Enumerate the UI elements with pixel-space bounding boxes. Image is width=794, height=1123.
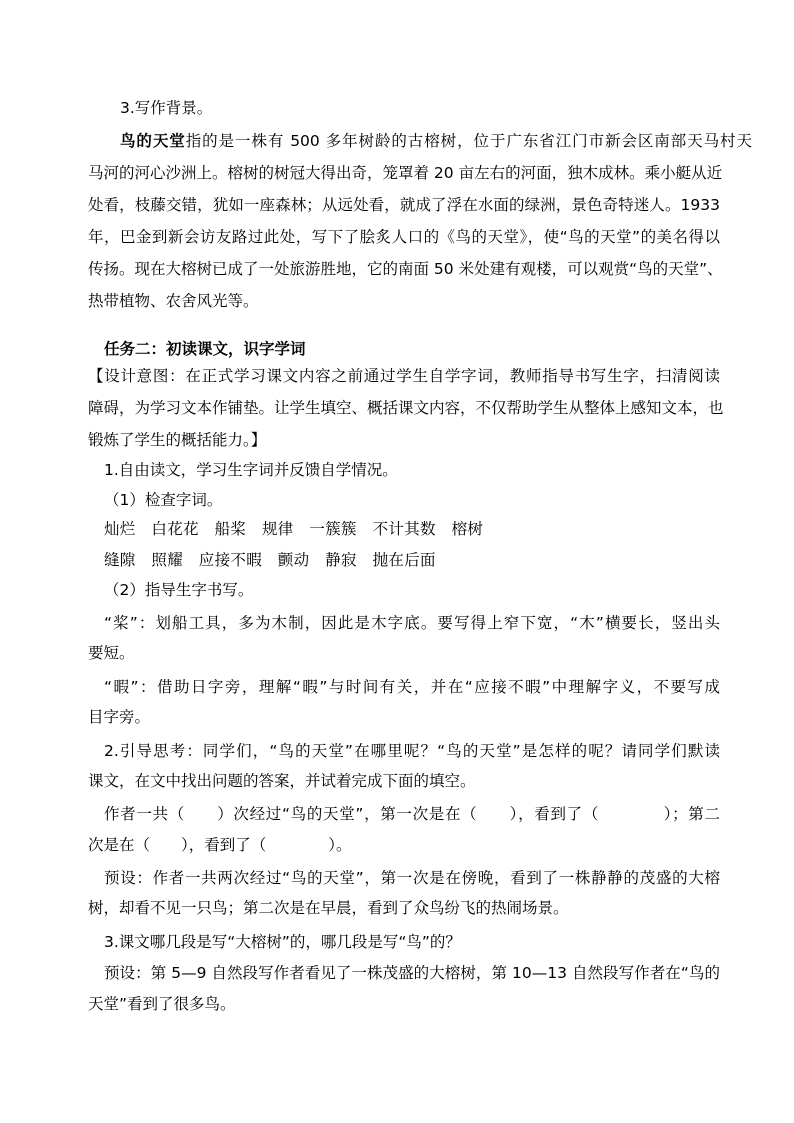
char-xia-line-2: 目字旁。 <box>88 708 151 726</box>
background-para-line-2: 马河的河心沙洲上。榕树的树冠大得出奇，笼罩着 20 亩左右的河面，独木成林。乘小艇从近 <box>88 164 723 182</box>
fill-blank-line-2: 次是在（ ），看到了（ ）。 <box>88 836 352 854</box>
design-intent-line-1: 【设计意图：在正式学习课文内容之前通过学生自学字词，教师指导书写生字，扫清阅读 <box>88 367 720 385</box>
task2-title: 任务二：初读课文，识字学词 <box>104 340 306 358</box>
word-list-row-2: 缝隙 照耀 应接不暇 颤动 静寂 抛在后面 <box>104 551 436 569</box>
background-para-line-6: 热带植物、农舍风光等。 <box>88 292 259 310</box>
background-para-text-1: 指的是一株有 500 多年树龄的古榕树，位于广东省江门市新会区南部天马村天 <box>185 132 752 150</box>
background-para-line-1 <box>120 131 752 151</box>
char-jiang-line-2: 要短。 <box>88 644 135 662</box>
step2-line-1: 2.引导思考：同学们，“鸟的天堂”在哪里呢？“鸟的天堂”是怎样的呢？请同学们默读 <box>104 742 720 760</box>
answer2-line-1: 预设：作者一共两次经过“鸟的天堂”，第一次是在傍晚，看到了一株静静的茂盛的大榕 <box>104 869 720 887</box>
step2-line-2: 课文，在文中找出问题的答案，并试着完成下面的填空。 <box>88 772 476 790</box>
section-heading-background: 3.写作背景。 <box>120 99 213 117</box>
word-list-row-1: 灿烂 白花花 船桨 规律 一簇簇 不计其数 榕树 <box>104 520 484 538</box>
step3-heading: 3.课文哪几段是写“大榕树”的，哪几段是写“鸟”的？ <box>104 933 461 951</box>
answer2-line-2: 树，却看不见一只鸟；第二次是在早晨，看到了众鸟纷飞的热闹场景。 <box>88 899 569 917</box>
design-intent-line-2: 障碍，为学习文本作铺垫。让学生填空、概括课文内容，不仅帮助学生从整体上感知文本，也 <box>88 399 724 417</box>
step1-sub-check-words: （1）检查字词。 <box>104 491 223 509</box>
char-xia-line-1: “暇”：借助日字旁，理解“暇”与时间有关，并在“应接不暇”中理解字义，不要写成 <box>104 678 720 696</box>
background-para-line-5: 传扬。现在大榕树已成了一处旅游胜地，它的南面 50 米处建有观楼，可以观赏“鸟的天堂”、 <box>88 260 723 278</box>
fill-blank-line-1: 作者一共（ ）次经过“鸟的天堂”，第一次是在（ ），看到了（ ）；第二 <box>104 805 720 823</box>
step1-sub-writing: （2）指导生字书写。 <box>104 581 254 599</box>
background-para-line-3: 处看，枝藤交错，犹如一座森林；从远处看，就成了浮在水面的绿洲，景色奇特迷人。1933 <box>88 196 720 214</box>
background-para-lead: 鸟的天堂 <box>120 132 186 150</box>
background-para-line-4: 年，巴金到新会访友路过此处，写下了脍炙人口的《鸟的天堂》，使“鸟的天堂”的美名得以 <box>88 228 720 246</box>
answer3-line-2: 天堂”看到了很多鸟。 <box>88 995 236 1013</box>
design-intent-line-3: 锻炼了学生的概括能力。】 <box>88 431 267 449</box>
answer3-line-1: 预设：第 5—9 自然段写作者看见了一株茂盛的大榕树，第 10—13 自然段写作者在“鸟的 <box>104 964 720 982</box>
char-jiang-line-1: “桨”：划船工具，多为木制，因此是木字底。要写得上窄下宽，“木”横要长，竖出头 <box>104 614 720 632</box>
step1-heading: 1.自由读文，学习生字词并反馈自学情况。 <box>104 461 398 479</box>
